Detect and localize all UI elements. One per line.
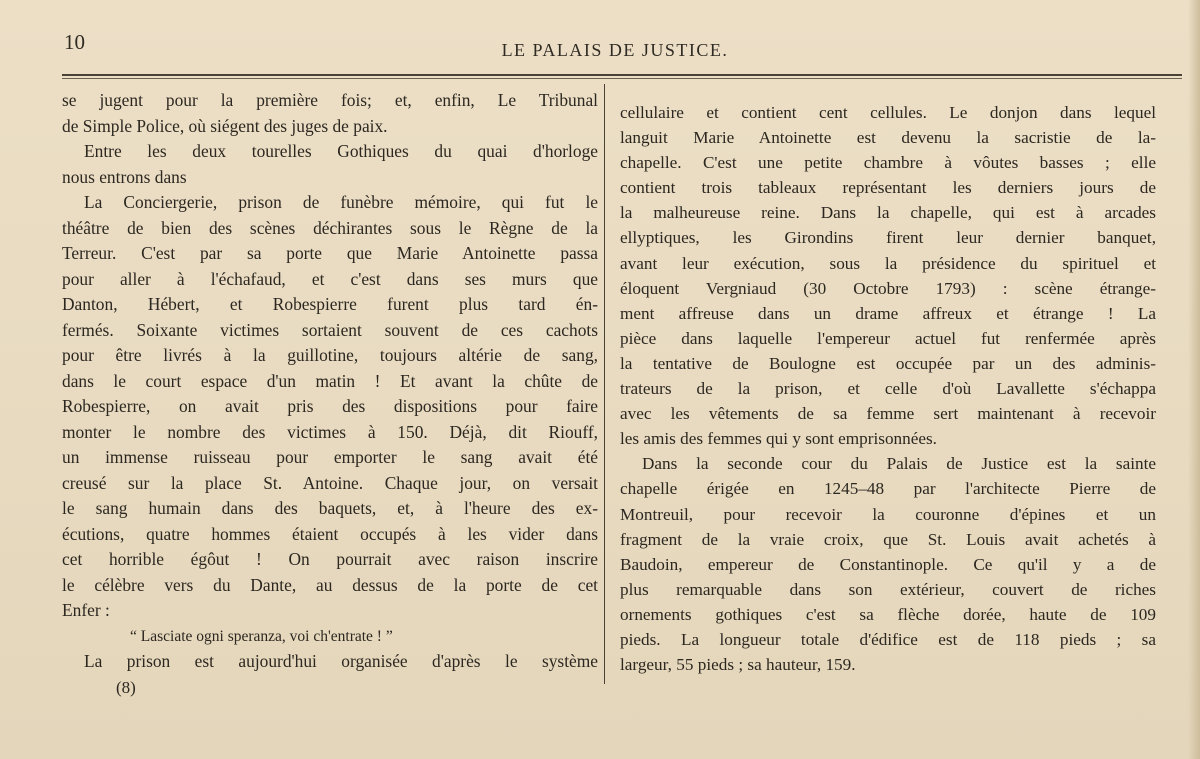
text-line: creusé sur la place St. Antoine. Chaque jour, on versait	[62, 472, 598, 493]
text-line: ment affreuse dans un drame affreux et étrange ! La	[620, 303, 1156, 323]
page-number: 10	[64, 30, 85, 54]
left-column	[62, 88, 598, 675]
text-line: le sang humain dans des baquets, et, à l'heure des ex-	[62, 498, 598, 518]
text-line: ornements gothiques c'est sa flèche dorée, haute de 109	[620, 604, 1156, 624]
text-line: fermés. Soixante victimes sortaient souvent de ces cachots	[62, 319, 598, 340]
text-line: pieds. La longueur totale d'édifice est de 118 pieds ; sa	[620, 629, 1156, 649]
text-line: trateurs de la prison, et celle d'où Lavallette s'échappa	[620, 379, 1156, 399]
text-line: chapelle érigée en 1245–48 par l'architecte Pierre de	[620, 479, 1156, 499]
text-line: Entre les deux tourelles Gothiques du quai d'horloge	[84, 141, 598, 161]
text-line: fragment de la vraie croix, que St. Louis avait achetés à	[620, 529, 1156, 549]
text-line: plus remarquable dans son extérieur, couvert de riches	[620, 579, 1156, 599]
text-line: avant leur exécution, sous la présidence du spirituel et	[620, 253, 1156, 273]
text-line: pour aller à l'échafaud, et c'est dans ses murs que	[62, 268, 598, 289]
text-line: pour être livrés à la guillotine, toujours altérie de sang,	[62, 345, 598, 365]
text-line: Dans la seconde cour du Palais de Justice est la sainte	[642, 454, 1156, 474]
text-line: La prison est aujourd'hui organisée d'après le système	[84, 651, 598, 671]
text-line: ellyptiques, les Girondins firent leur dernier banquet,	[620, 228, 1156, 248]
right-column	[620, 100, 1156, 677]
text-line: nous entrons dans	[62, 166, 187, 187]
text-line: se jugent pour la première fois; et, enfin, Le Tribunal	[62, 90, 598, 110]
text-line: Baudoin, empereur de Constantinople. Ce qu'il y a de	[620, 554, 1156, 574]
text-line: largeur, 55 pieds ; sa hauteur, 159.	[620, 655, 856, 675]
text-line: un immense ruisseau pour emporter le sang avait été	[62, 447, 598, 467]
text-line: Terreur. C'est par sa porte que Marie Antoinette passa	[62, 243, 598, 263]
header-rule-thin	[62, 78, 1182, 79]
text-line: Enfer :	[62, 600, 110, 620]
text-line: pièce dans laquelle l'empereur actuel fut renfermée après	[620, 328, 1156, 348]
text-line: La Conciergerie, prison de funèbre mémoire, qui fut le	[84, 192, 598, 212]
text-line: dans le court espace d'un matin ! Et avant la chûte de	[62, 370, 598, 391]
text-line: languit Marie Antoinette est devenu la sacristie de la-	[620, 128, 1156, 148]
text-line: la malheureuse reine. Dans la chapelle, qui est à arcades	[620, 203, 1156, 223]
text-line: de Simple Police, où siégent des juges de paix.	[62, 115, 388, 136]
signature-mark: (8)	[116, 678, 136, 697]
text-line: monter le nombre des victimes à 150. Déjà, dit Riouff,	[62, 421, 598, 442]
text-line: Montreuil, pour recevoir la couronne d'épines et un	[620, 504, 1156, 524]
text-line: les amis des femmes qui y sont emprisonnées.	[620, 429, 937, 449]
text-line: la tentative de Boulogne est occupée par un des adminis-	[620, 353, 1156, 373]
text-line: théâtre de bien des scènes déchirantes sous le Règne de la	[62, 217, 598, 238]
text-line: Danton, Hébert, et Robespierre furent plus tard én-	[62, 294, 598, 314]
text-line: contient trois tableaux représentant les derniers jours de	[620, 178, 1156, 198]
dante-quote: “ Lasciate ogni speranza, voi ch'entrate ! ”	[130, 627, 393, 645]
header-rule	[62, 74, 1182, 76]
column-divider	[604, 84, 605, 684]
text-line: Robespierre, on avait pris des dispositions pour faire	[62, 396, 598, 416]
text-line: chapelle. C'est une petite chambre à vôutes basses ; elle	[620, 153, 1156, 173]
text-line: cet horrible égôut ! On pourrait avec raison inscrire	[62, 549, 598, 569]
page-edge-shadow	[1188, 0, 1200, 759]
text-line: avec les vêtements de sa femme sert maintenant à recevoir	[620, 404, 1156, 424]
text-line: écutions, quatre hommes étaient occupés à les vider dans	[62, 523, 598, 544]
text-line: le célèbre vers du Dante, au dessus de la porte de cet	[62, 574, 598, 595]
text-line: cellulaire et contient cent cellules. Le donjon dans lequel	[620, 103, 1156, 122]
text-line: éloquent Vergniaud (30 Octobre 1793) : scène étrange-	[620, 278, 1156, 298]
running-title: LE PALAIS DE JUSTICE.	[501, 40, 729, 60]
